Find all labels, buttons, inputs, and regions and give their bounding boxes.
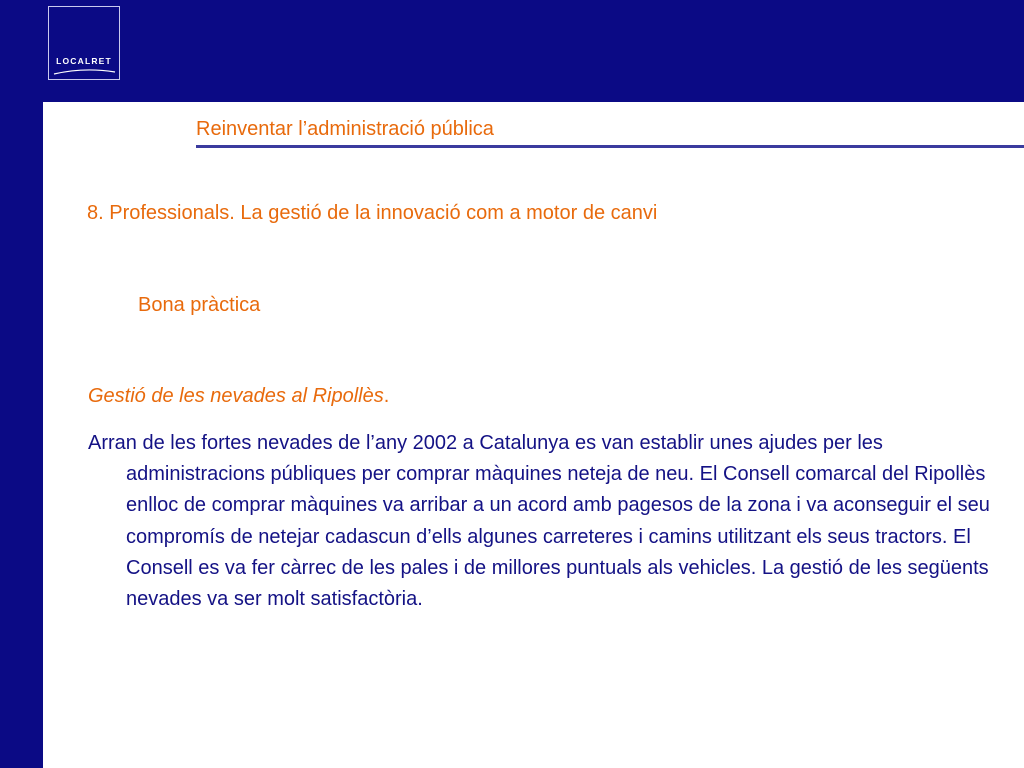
slide-header-title: Reinventar l’administració pública bbox=[196, 118, 494, 140]
sub-heading: Bona pràctica bbox=[138, 294, 261, 316]
logo-swoosh-icon bbox=[52, 68, 117, 76]
body-paragraph: Arran de les fortes nevades de l’any 2002 a Catalunya es van establir unes ajudes per les administracions públiques per comprar màquines neteja de neu. El Consell comarcal del Ripollès enlloc de comprar màquines va arribar a un acord amb pagesos de la zona i va aconseguir el seu compromís de netejar cadascun d’ells algunes carreteres i camins utilitzant els seus tractors. El Consell es va fer càrrec de les pales i de millores puntuals als vehicles. La gestió de les següents nevades va ser molt satisfactòria. bbox=[88, 432, 990, 611]
localret-logo bbox=[48, 6, 120, 80]
case-title-period: . bbox=[383, 385, 390, 407]
logo-text: LOCALRET bbox=[56, 56, 112, 66]
left-sidebar-band bbox=[0, 0, 43, 768]
case-title-text: Gestió de les nevades al Ripollès bbox=[88, 385, 384, 407]
section-heading: 8. Professionals. La gestió de la innovació com a motor de canvi bbox=[87, 202, 658, 224]
case-title bbox=[88, 383, 389, 409]
header-divider bbox=[196, 145, 1024, 148]
header-band bbox=[0, 0, 1024, 102]
